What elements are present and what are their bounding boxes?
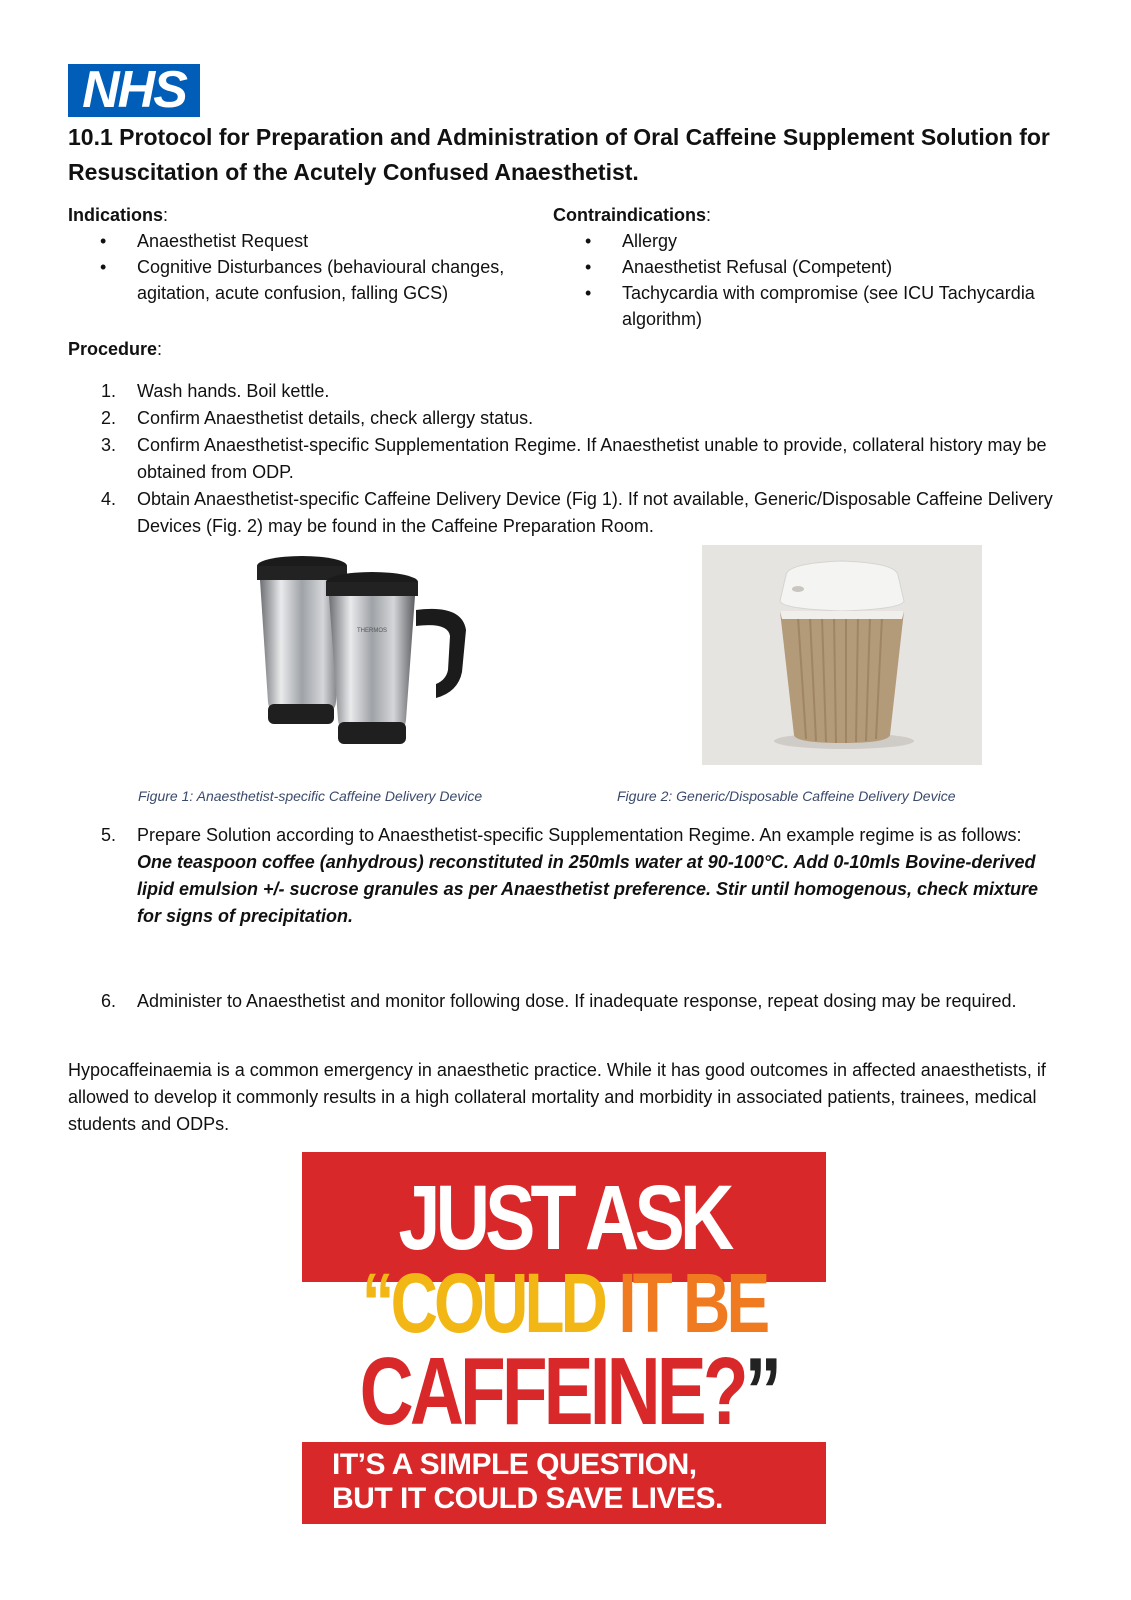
step-number: 4.: [101, 489, 117, 509]
figure-1-caption: Figure 1: Anaesthetist-specific Caffeine Delivery Device: [138, 788, 483, 804]
travel-mug-icon: [240, 552, 480, 762]
poster-subtitle: [332, 1448, 812, 1516]
contraindications-heading: [553, 202, 711, 228]
procedure-step: [70, 405, 1060, 432]
nhs-logo: NHS: [68, 64, 200, 117]
hypocaffeinaemia-paragraph: Hypocaffeinaemia is a common emergency in anaesthetic practice. While it has good outcomes in affected anaesthetists, if allowed to develop it commonly results in a high collateral mortality and morbidity in associated patients, trainees, medical students and ODPs.: [68, 1060, 1046, 1134]
indications-label: Indications: [68, 205, 164, 225]
list-item: [553, 280, 1073, 332]
list-item-text: Cognitive Disturbances (behavioural changes, agitation, acute confusion, falling GCS): [137, 257, 505, 303]
step-text: Obtain Anaesthetist-specific Caffeine Delivery Device (Fig 1). If not available, Generic/Disposable Caffeine Delivery Devices (Fig. 2) may be found in the Caffeine Preparation Room.: [137, 489, 1053, 536]
procedure-step: [70, 822, 1060, 930]
step-text: Confirm Anaesthetist-specific Supplementation Regime. If Anaesthetist unable to provide, collateral history may be obtained from ODP.: [137, 435, 1047, 482]
step-text: Administer to Anaesthetist and monitor following dose. If inadequate response, repeat dosing may be required.: [137, 991, 1017, 1011]
procedure-steps-a: [70, 378, 1060, 540]
disposable-cup-icon: [702, 545, 982, 765]
poster-question-line: [352, 1258, 776, 1348]
indications-list: [68, 228, 538, 306]
procedure-label: Procedure: [68, 339, 158, 359]
procedure-step: [70, 432, 1060, 486]
procedure-step: [70, 378, 1060, 405]
step-number: 1.: [101, 381, 117, 401]
figure-2-image: [702, 545, 982, 765]
poster-headline: JUST ASK: [398, 1167, 730, 1269]
list-item: [68, 228, 538, 254]
list-item-text: Anaesthetist Request: [137, 231, 309, 251]
step-number: 3.: [101, 435, 117, 455]
procedure-steps-b: [70, 822, 1060, 930]
procedure-steps-c: [70, 988, 1060, 1015]
contraindications-list: [553, 228, 1073, 332]
contraindications-label: Contraindications: [553, 205, 707, 225]
step-text: Prepare Solution according to Anaesthetist-specific Supplementation Regime. An example regime is as follows:: [137, 825, 1022, 845]
poster-subtitle-line-1: IT’S A SIMPLE QUESTION,: [332, 1448, 697, 1481]
procedure-heading: [68, 336, 162, 362]
list-item: [68, 254, 538, 306]
step-text: Wash hands. Boil kettle.: [137, 381, 330, 401]
procedure-step: [70, 988, 1060, 1015]
could-it-be-caffeine-poster: [302, 1152, 826, 1524]
procedure-step: [70, 486, 1060, 540]
list-item-text: Tachycardia with compromise (see ICU Tachycardia algorithm): [622, 283, 1035, 329]
list-item: [553, 254, 1073, 280]
step-number: 5.: [101, 825, 117, 845]
example-regime: One teaspoon coffee (anhydrous) reconstituted in 250mls water at 90-100°C. Add 0-10mls Bovine-derived lipid emulsion +/- sucrose granules as per Anaesthetist preference. Stir until homogenous, check mixture for signs of precipitation.: [137, 852, 1039, 926]
poster-close-quote: ”: [744, 1338, 779, 1445]
contraindications-colon: :: [706, 205, 712, 225]
poster-caffeine-line: [359, 1338, 779, 1445]
step-text: Confirm Anaesthetist details, check allergy status.: [137, 408, 534, 428]
mug-brand-label: THERMOS: [357, 628, 387, 634]
figure-1-image: [240, 552, 480, 762]
indications-colon: :: [163, 205, 169, 225]
list-item-text: Anaesthetist Refusal (Competent): [622, 257, 893, 277]
list-item-text: Allergy: [622, 231, 678, 251]
procedure-colon: :: [157, 339, 163, 359]
poster-could: COULD: [390, 1256, 605, 1350]
figure-2-caption: Figure 2: Generic/Disposable Caffeine Delivery Device: [617, 788, 956, 804]
indications-heading: [68, 202, 168, 228]
poster-it-be: IT BE: [604, 1256, 767, 1350]
page-title: 10.1 Protocol for Preparation and Administration of Oral Caffeine Supplement Solution for Resuscitation of the Acutely Confused Anaesthetist.: [68, 124, 1050, 185]
poster-caffeine: CAFFEINE?: [359, 1338, 745, 1445]
step-number: 6.: [101, 991, 117, 1011]
list-item: [553, 228, 1073, 254]
step-number: 2.: [101, 408, 117, 428]
poster-open-quote: “: [361, 1256, 391, 1350]
poster-subtitle-line-2: BUT IT COULD SAVE LIVES.: [332, 1482, 723, 1515]
